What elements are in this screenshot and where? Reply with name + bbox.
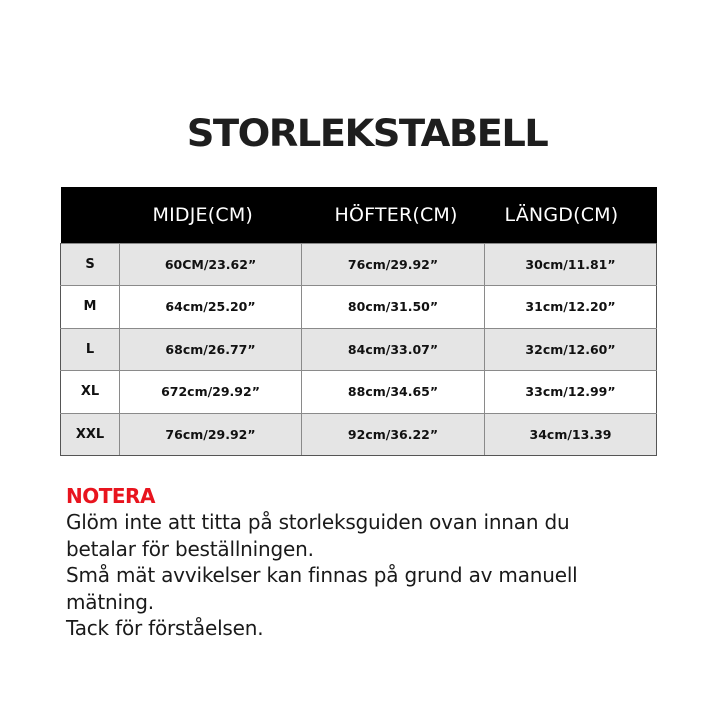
midje-cell: 76cm/29.92” <box>120 413 302 456</box>
midje-cell: 68cm/26.77” <box>120 328 302 371</box>
langd-cell: 33cm/12.99” <box>485 371 657 414</box>
table-header-row <box>61 187 657 243</box>
hofter-cell: 92cm/36.22” <box>302 413 485 456</box>
size-cell: XL <box>61 371 120 414</box>
note-section <box>66 484 706 642</box>
langd-cell: 30cm/11.81” <box>485 243 657 286</box>
size-cell: L <box>61 328 120 371</box>
note-line: betalar för beställningen. <box>66 536 314 561</box>
hofter-cell: 88cm/34.65” <box>302 371 485 414</box>
table-row <box>61 413 657 456</box>
size-cell: M <box>61 286 120 329</box>
size-cell: S <box>61 243 120 286</box>
note-line: Små mät avvikelser kan finnas på grund av manuell <box>66 563 578 587</box>
page-title: STORLEKSTABELL <box>186 112 548 155</box>
table-row <box>61 371 657 414</box>
header-hofter: HÖFTER(CM) <box>334 203 458 226</box>
langd-cell: 32cm/12.60” <box>485 328 657 371</box>
table-row <box>61 286 657 329</box>
size-table <box>60 187 657 456</box>
note-line: Tack för förståelsen. <box>66 616 264 640</box>
langd-cell: 31cm/12.20” <box>485 286 657 329</box>
midje-cell: 60CM/23.62” <box>120 243 302 286</box>
hofter-cell: 84cm/33.07” <box>302 328 485 371</box>
table-row <box>61 243 657 286</box>
langd-cell: 34cm/13.39 <box>485 413 657 456</box>
header-midje: MIDJE(CM) <box>152 203 254 226</box>
hofter-cell: 76cm/29.92” <box>302 243 485 286</box>
header-size <box>61 187 120 243</box>
hofter-cell: 80cm/31.50” <box>302 286 485 329</box>
size-cell: XXL <box>61 413 120 456</box>
header-langd: LÄNGD(CM) <box>504 203 619 226</box>
note-title: NOTERA <box>66 484 155 508</box>
note-line: mätning. <box>66 589 154 614</box>
midje-cell: 64cm/25.20” <box>120 286 302 329</box>
note-line: Glöm inte att titta på storleksguiden ovan innan du <box>66 510 570 534</box>
table-row <box>61 328 657 371</box>
midje-cell: 672cm/29.92” <box>120 371 302 414</box>
